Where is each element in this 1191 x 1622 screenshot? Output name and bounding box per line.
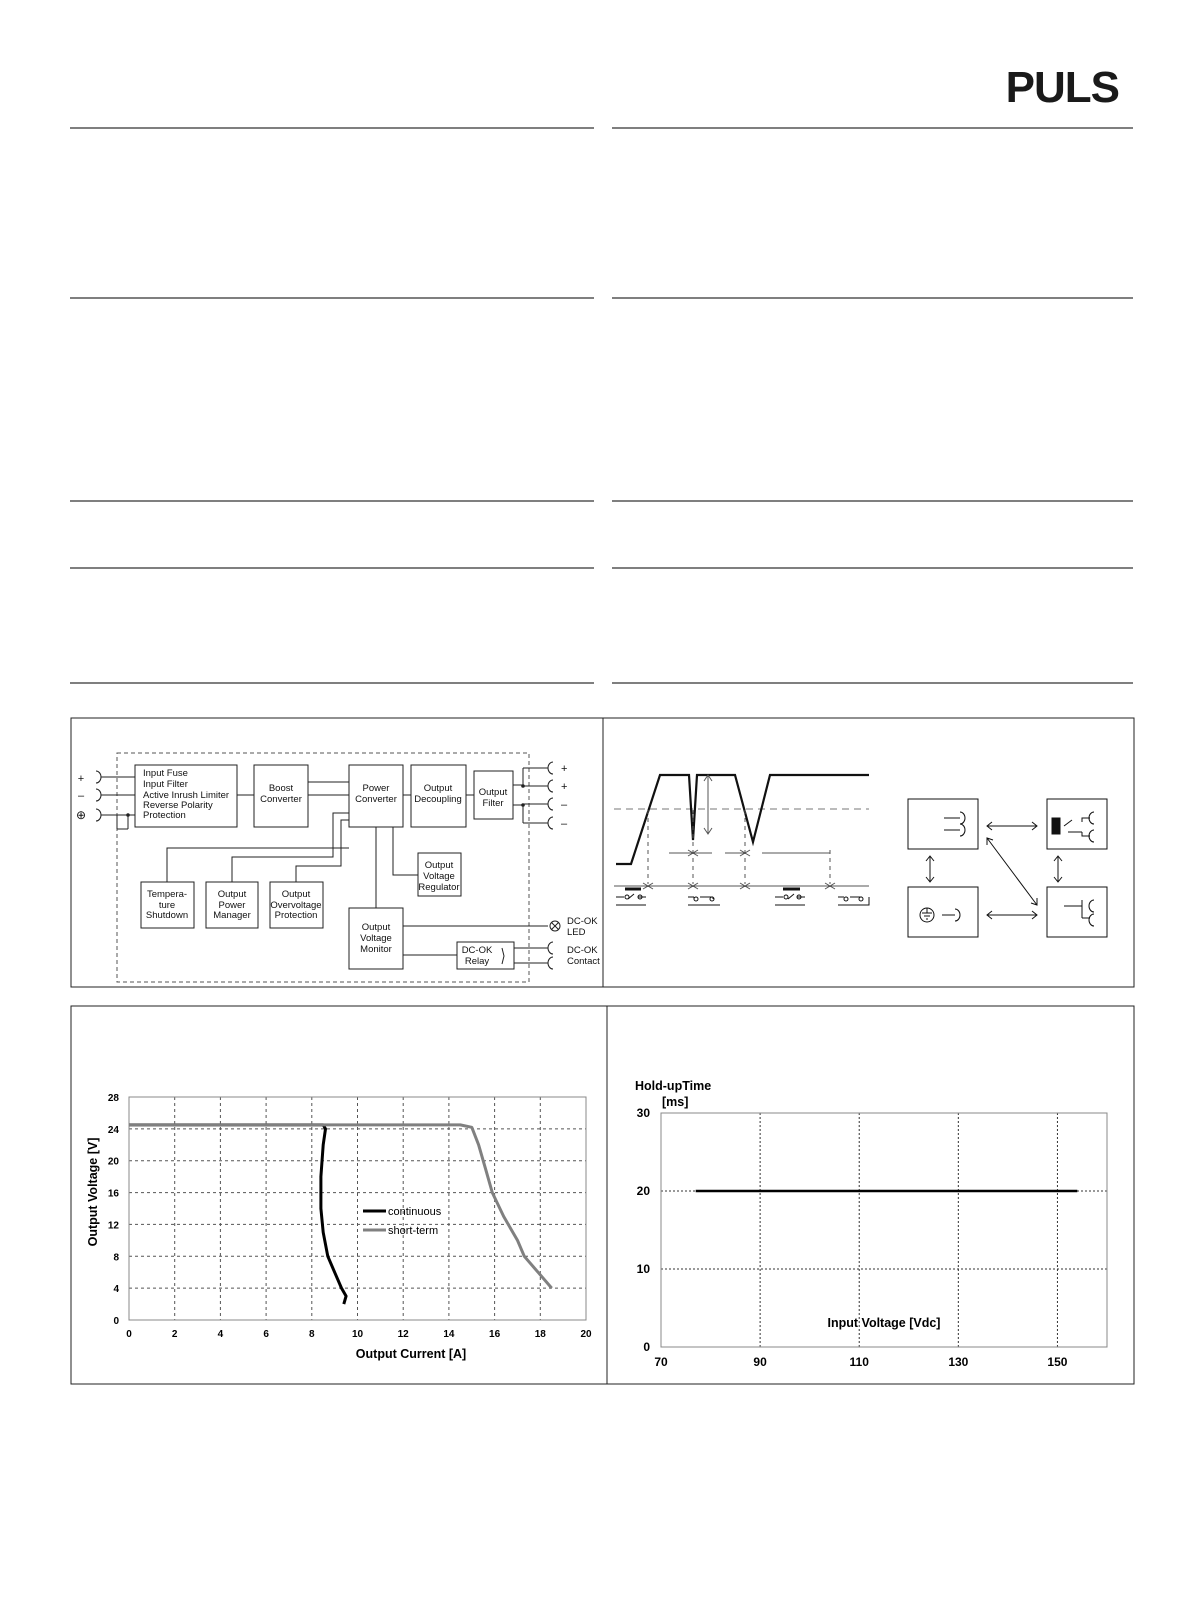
svg-text:⊕: ⊕	[75, 808, 87, 822]
svg-text:–: –	[77, 790, 85, 802]
y-tick-label: 0	[643, 1340, 650, 1354]
x-tick-label: 10	[351, 1329, 364, 1340]
c1-plot-frame	[129, 1097, 586, 1320]
svg-text:Tempera-: Tempera-	[146, 889, 188, 900]
y-tick-label: 30	[636, 1106, 650, 1120]
svg-text:Reverse Polarity: Reverse Polarity	[143, 800, 213, 811]
x-tick-label: 90	[753, 1355, 767, 1369]
y-tick-label: 10	[636, 1262, 650, 1276]
block-diagram	[76, 753, 600, 982]
output-voltage-regulator-label	[418, 860, 459, 893]
svg-text:DC-OK: DC-OK	[567, 916, 598, 927]
chart2-x-axis-label: Input Voltage [Vdc]	[827, 1316, 941, 1330]
series-line-continuous	[129, 1125, 346, 1304]
chart1-gridlines	[129, 1097, 586, 1320]
x-tick-label: 20	[580, 1329, 592, 1340]
output-decoupling-label	[414, 783, 462, 805]
output-overvoltage-protection-label	[270, 889, 321, 921]
chart2-gridlines	[661, 1113, 1107, 1347]
svg-text:+: +	[561, 763, 568, 775]
y-tick-label: 16	[107, 1188, 119, 1200]
x-tick-label: 8	[309, 1329, 315, 1340]
svg-text:Protection: Protection	[274, 910, 318, 921]
dc-ok-led-label	[567, 916, 598, 938]
x-tick-label: 0	[126, 1329, 132, 1340]
y-tick-label: 8	[113, 1252, 119, 1264]
holdup-time-chart	[635, 1079, 1107, 1369]
svg-text:Output: Output	[217, 889, 247, 900]
chart1-axes	[129, 1097, 586, 1320]
chart2-y-axis-label: Hold-upTime	[635, 1079, 712, 1093]
dc-ok-led-icon	[550, 921, 560, 931]
chart1-x-tick-labels	[126, 1329, 592, 1340]
y-tick-label: 28	[107, 1093, 119, 1104]
x-tick-label: 110	[849, 1355, 869, 1369]
chart1-x-axis-label: Output Current [A]	[355, 1347, 467, 1361]
svg-text:–: –	[561, 799, 568, 811]
input-terminals	[76, 771, 135, 829]
puls-logo: PULS	[1005, 63, 1119, 112]
svg-text:Voltage: Voltage	[423, 871, 455, 882]
output-terminals	[548, 762, 553, 969]
y-tick-label: 0	[113, 1316, 119, 1327]
chart2-y-tick-labels	[637, 1106, 651, 1354]
y-tick-label: 12	[107, 1220, 119, 1232]
figure-frame-bottom	[71, 1006, 1134, 1384]
svg-text:Active Inrush Limiter: Active Inrush Limiter	[143, 790, 230, 801]
svg-text:Converter: Converter	[260, 794, 302, 805]
svg-text:–: –	[561, 818, 568, 830]
svg-text:Output: Output	[281, 889, 311, 900]
boost-converter-label	[260, 783, 302, 805]
svg-text:Boost: Boost	[268, 783, 294, 794]
svg-text:Output: Output	[361, 922, 391, 933]
svg-text:DC-OK: DC-OK	[567, 945, 598, 956]
svg-text:+: +	[561, 781, 568, 793]
svg-text:Contact: Contact	[567, 956, 600, 967]
svg-text:Monitor: Monitor	[360, 944, 392, 955]
legend-short-term: short-term	[388, 1225, 439, 1237]
section-dividers	[70, 128, 1133, 683]
dc-ok-timing-diagram	[614, 775, 869, 905]
svg-text:Manager: Manager	[213, 910, 251, 921]
y-tick-label: 20	[636, 1184, 650, 1198]
svg-text:Power: Power	[362, 783, 390, 794]
chart1-y-tick-labels	[108, 1093, 120, 1327]
legend-continuous: continuous	[388, 1206, 442, 1218]
chart1-legend	[363, 1206, 442, 1237]
x-tick-label: 6	[263, 1329, 269, 1340]
x-tick-label: 14	[443, 1329, 455, 1340]
svg-text:ture: ture	[158, 900, 176, 911]
svg-text:Shutdown: Shutdown	[145, 910, 189, 921]
svg-text:Relay: Relay	[464, 956, 490, 967]
output-voltage-monitor-label	[360, 922, 392, 955]
temperature-shutdown-label	[146, 889, 188, 921]
c2-plot-frame	[661, 1113, 1107, 1347]
svg-text:Power: Power	[218, 900, 246, 911]
y-tick-label: 4	[113, 1284, 119, 1296]
svg-text:Voltage: Voltage	[360, 933, 392, 944]
x-tick-label: 4	[217, 1329, 224, 1340]
power-converter-label	[355, 783, 397, 805]
svg-text:Regulator: Regulator	[418, 882, 460, 893]
relay-contact-icons	[616, 889, 869, 905]
svg-text:+: +	[77, 773, 85, 785]
svg-text:Output: Output	[478, 787, 508, 798]
y-tick-label: 24	[107, 1124, 119, 1136]
output-power-manager-label	[213, 889, 251, 921]
svg-text:Output: Output	[424, 860, 454, 871]
chart2-x-tick-labels	[654, 1355, 1067, 1369]
svg-text:Output: Output	[423, 783, 453, 794]
series-line-short-term	[129, 1125, 552, 1288]
output-filter-label	[479, 787, 508, 809]
dc-ok-contact-label	[567, 945, 600, 967]
svg-text:Protection: Protection	[143, 810, 186, 821]
connection-symbols-diagram	[908, 799, 1107, 937]
chart1-y-axis-label: Output Voltage [V]	[86, 1137, 100, 1247]
svg-text:Decoupling: Decoupling	[414, 794, 462, 805]
svg-text:DC-OK: DC-OK	[461, 945, 493, 956]
x-tick-label: 18	[534, 1329, 546, 1340]
svg-text:LED: LED	[567, 927, 586, 938]
svg-text:Overvoltage: Overvoltage	[270, 900, 322, 911]
y-tick-label: 20	[107, 1156, 119, 1168]
chart2-y-axis-unit: [ms]	[662, 1095, 689, 1109]
dc-ok-relay-label	[462, 945, 493, 967]
x-tick-label: 16	[489, 1329, 501, 1340]
x-tick-label: 2	[171, 1329, 178, 1340]
svg-text:Converter: Converter	[355, 794, 397, 805]
x-tick-label: 130	[948, 1355, 969, 1369]
svg-text:Input Fuse: Input Fuse	[143, 768, 188, 779]
output-characteristic-chart	[86, 1093, 592, 1361]
chart1-series	[129, 1125, 552, 1304]
x-tick-label: 70	[654, 1355, 668, 1369]
input-stage-label	[143, 768, 229, 821]
x-tick-label: 12	[397, 1329, 409, 1340]
svg-text:Filter: Filter	[482, 798, 504, 809]
chart2-axes	[661, 1113, 1107, 1347]
x-tick-label: 150	[1047, 1355, 1068, 1369]
svg-text:Input Filter: Input Filter	[143, 779, 188, 790]
